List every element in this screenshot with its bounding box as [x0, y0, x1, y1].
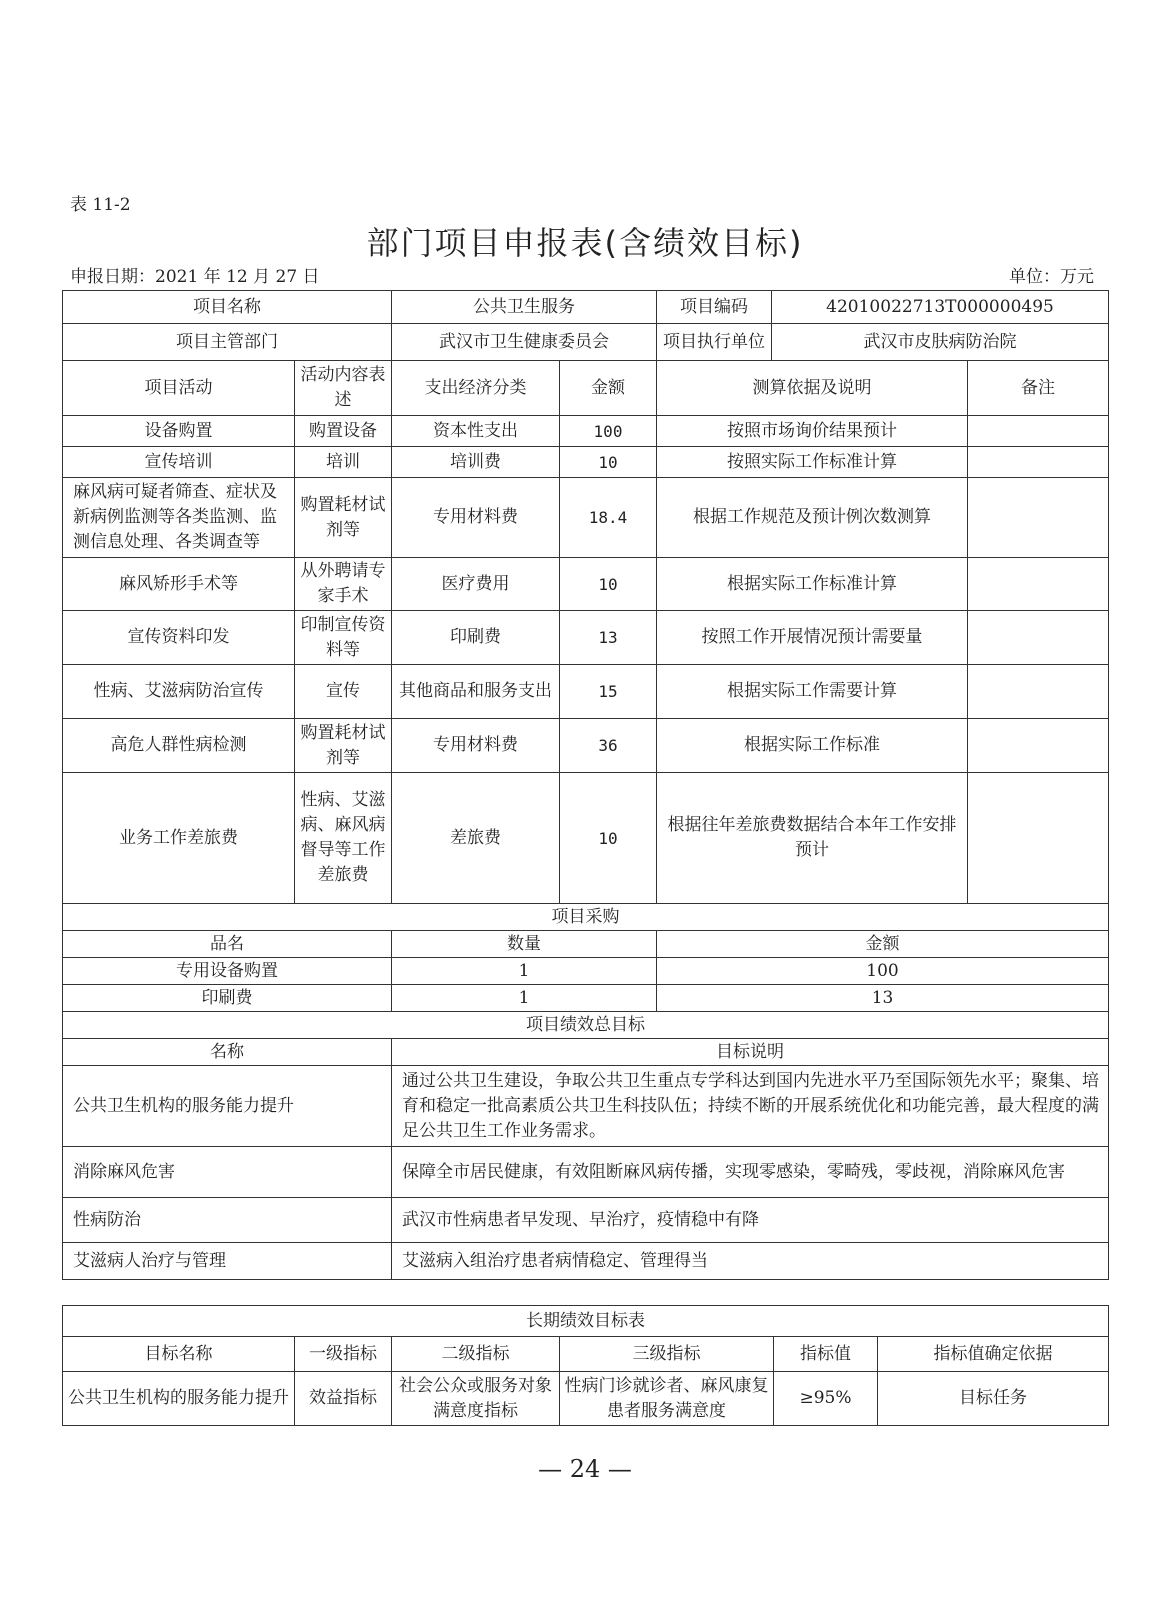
longterm-row: [63, 1372, 1109, 1426]
goal-row: [63, 1243, 1109, 1280]
activity-row: [63, 478, 1109, 558]
exec-unit-label: 项目执行单位: [657, 324, 772, 361]
report-date: 申报日期：2021 年 12 月 27 日: [70, 267, 320, 287]
activity-category: 其他商品和服务支出: [392, 665, 560, 719]
longterm-section-row: [63, 1306, 1109, 1337]
activity-header-row: [63, 361, 1109, 416]
goal-row: [63, 1198, 1109, 1243]
activity-category: 专用材料费: [392, 478, 560, 558]
activity-basis: 按照市场询价结果预计: [657, 416, 968, 447]
goal-name: 公共卫生机构的服务能力提升: [63, 1066, 392, 1147]
activity-content: 从外聘请专家手术: [295, 558, 392, 611]
activity-note: [968, 478, 1109, 558]
lt-l3: 性病门诊就诊者、麻风康复患者服务满意度: [560, 1372, 774, 1426]
longterm-header-row: [63, 1337, 1109, 1372]
activity-basis: 根据实际工作需要计算: [657, 665, 968, 719]
activity-content: 印制宣传资料等: [295, 611, 392, 665]
goals-section-row: [63, 1012, 1109, 1039]
activity-amount: 10: [560, 773, 657, 904]
goal-desc: 保障全市居民健康，有效阻断麻风病传播，实现零感染，零畸残，零歧视，消除麻风危害: [392, 1147, 1109, 1198]
lt-header-l2: 二级指标: [392, 1337, 560, 1372]
activity-name: 性病、艾滋病防治宣传: [63, 665, 295, 719]
header-basis: 测算依据及说明: [657, 361, 968, 416]
activity-basis: 根据工作规范及预计例次数测算: [657, 478, 968, 558]
procurement-header-item: 品名: [63, 931, 392, 958]
procurement-header-qty: 数量: [392, 931, 657, 958]
activity-amount: 10: [560, 447, 657, 478]
activity-note: [968, 719, 1109, 773]
lt-value: ≥95%: [774, 1372, 878, 1426]
lt-header-l1: 一级指标: [295, 1337, 392, 1372]
procurement-header-row: [63, 931, 1109, 958]
goal-name: 消除麻风危害: [63, 1147, 392, 1198]
project-code-label: 项目编码: [657, 291, 772, 324]
goal-desc: 武汉市性病患者早发现、早治疗，疫情稳中有降: [392, 1198, 1109, 1243]
lt-l2: 社会公众或服务对象满意度指标: [392, 1372, 560, 1426]
activity-category: 医疗费用: [392, 558, 560, 611]
header-category: 支出经济分类: [392, 361, 560, 416]
activity-name: 麻风矫形手术等: [63, 558, 295, 611]
activity-note: [968, 773, 1109, 904]
project-name-row: [63, 291, 1109, 324]
unit-label: 单位：万元: [1009, 267, 1094, 287]
lt-basis: 目标任务: [878, 1372, 1109, 1426]
longterm-goal-table: [62, 1305, 1109, 1426]
activity-name: 宣传资料印发: [63, 611, 295, 665]
procurement-section-row: [63, 904, 1109, 931]
procurement-amount: 100: [657, 958, 1109, 985]
activity-content: 培训: [295, 447, 392, 478]
activity-row: [63, 719, 1109, 773]
activity-content: 性病、艾滋病、麻风病督导等工作差旅费: [295, 773, 392, 904]
activity-amount: 18.4: [560, 478, 657, 558]
activity-category: 印刷费: [392, 611, 560, 665]
goal-desc: 艾滋病入组治疗患者病情稳定、管理得当: [392, 1243, 1109, 1280]
goals-header-name: 名称: [63, 1039, 392, 1066]
activity-basis: 按照工作开展情况预计需要量: [657, 611, 968, 665]
procurement-amount: 13: [657, 985, 1109, 1012]
procurement-title: 项目采购: [63, 904, 1109, 931]
lt-name: 公共卫生机构的服务能力提升: [63, 1372, 295, 1426]
header-activity: 项目活动: [63, 361, 295, 416]
project-name-value: 公共卫生服务: [392, 291, 657, 324]
header-note: 备注: [968, 361, 1109, 416]
activity-row: [63, 611, 1109, 665]
activity-amount: 36: [560, 719, 657, 773]
activity-amount: 13: [560, 611, 657, 665]
activity-content: 购置设备: [295, 416, 392, 447]
dept-label: 项目主管部门: [63, 324, 392, 361]
procurement-item: 印刷费: [63, 985, 392, 1012]
page-number: — 24 —: [538, 1455, 632, 1483]
goal-name: 性病防治: [63, 1198, 392, 1243]
activity-basis: 按照实际工作标准计算: [657, 447, 968, 478]
activity-category: 资本性支出: [392, 416, 560, 447]
activity-note: [968, 558, 1109, 611]
lt-l1: 效益指标: [295, 1372, 392, 1426]
procurement-qty: 1: [392, 958, 657, 985]
activity-category: 专用材料费: [392, 719, 560, 773]
activity-content: 宣传: [295, 665, 392, 719]
activity-amount: 10: [560, 558, 657, 611]
goal-row: [63, 1066, 1109, 1147]
activity-row: [63, 773, 1109, 904]
procurement-header-amount: 金额: [657, 931, 1109, 958]
activity-row: [63, 447, 1109, 478]
procurement-qty: 1: [392, 985, 657, 1012]
goal-desc: 通过公共卫生建设，争取公共卫生重点专学科达到国内先进水平乃至国际领先水平；聚集、培育和稳定一批高素质公共卫生科技队伍；持续不断的开展系统优化和功能完善，最大程度的满足公共卫生工作业务需求。: [392, 1066, 1109, 1147]
activity-amount: 15: [560, 665, 657, 719]
project-dept-row: [63, 324, 1109, 361]
activity-name: 麻风病可疑者筛查、症状及新病例监测等各类监测、监测信息处理、各类调查等: [63, 478, 295, 558]
lt-header-value: 指标值: [774, 1337, 878, 1372]
project-declaration-table: [62, 290, 1109, 1280]
activity-row: [63, 558, 1109, 611]
activity-note: [968, 416, 1109, 447]
activity-note: [968, 665, 1109, 719]
activity-row: [63, 416, 1109, 447]
procurement-row: [63, 958, 1109, 985]
goal-name: 艾滋病人治疗与管理: [63, 1243, 392, 1280]
activity-row: [63, 665, 1109, 719]
activity-basis: 根据实际工作标准计算: [657, 558, 968, 611]
activity-note: [968, 611, 1109, 665]
activity-basis: 根据往年差旅费数据结合本年工作安排预计: [657, 773, 968, 904]
activity-content: 购置耗材试剂等: [295, 719, 392, 773]
activity-name: 高危人群性病检测: [63, 719, 295, 773]
header-amount: 金额: [560, 361, 657, 416]
lt-header-basis: 指标值确定依据: [878, 1337, 1109, 1372]
lt-header-name: 目标名称: [63, 1337, 295, 1372]
document-title: 部门项目申报表(含绩效目标): [366, 224, 804, 262]
exec-unit-value: 武汉市皮肤病防治院: [772, 324, 1109, 361]
activity-name: 业务工作差旅费: [63, 773, 295, 904]
activity-basis: 根据实际工作标准: [657, 719, 968, 773]
procurement-row: [63, 985, 1109, 1012]
activity-name: 宣传培训: [63, 447, 295, 478]
goals-title: 项目绩效总目标: [63, 1012, 1109, 1039]
activity-content: 购置耗材试剂等: [295, 478, 392, 558]
activity-note: [968, 447, 1109, 478]
lt-header-l3: 三级指标: [560, 1337, 774, 1372]
activity-amount: 100: [560, 416, 657, 447]
goals-header-row: [63, 1039, 1109, 1066]
header-content: 活动内容表述: [295, 361, 392, 416]
activity-category: 培训费: [392, 447, 560, 478]
activity-category: 差旅费: [392, 773, 560, 904]
activity-name: 设备购置: [63, 416, 295, 447]
dept-value: 武汉市卫生健康委员会: [392, 324, 657, 361]
project-code-value: 42010022713T000000495: [772, 291, 1109, 324]
longterm-title: 长期绩效目标表: [63, 1306, 1109, 1337]
procurement-item: 专用设备购置: [63, 958, 392, 985]
project-name-label: 项目名称: [63, 291, 392, 324]
goal-row: [63, 1147, 1109, 1198]
goals-header-desc: 目标说明: [392, 1039, 1109, 1066]
table-number: 表 11-2: [70, 195, 131, 215]
